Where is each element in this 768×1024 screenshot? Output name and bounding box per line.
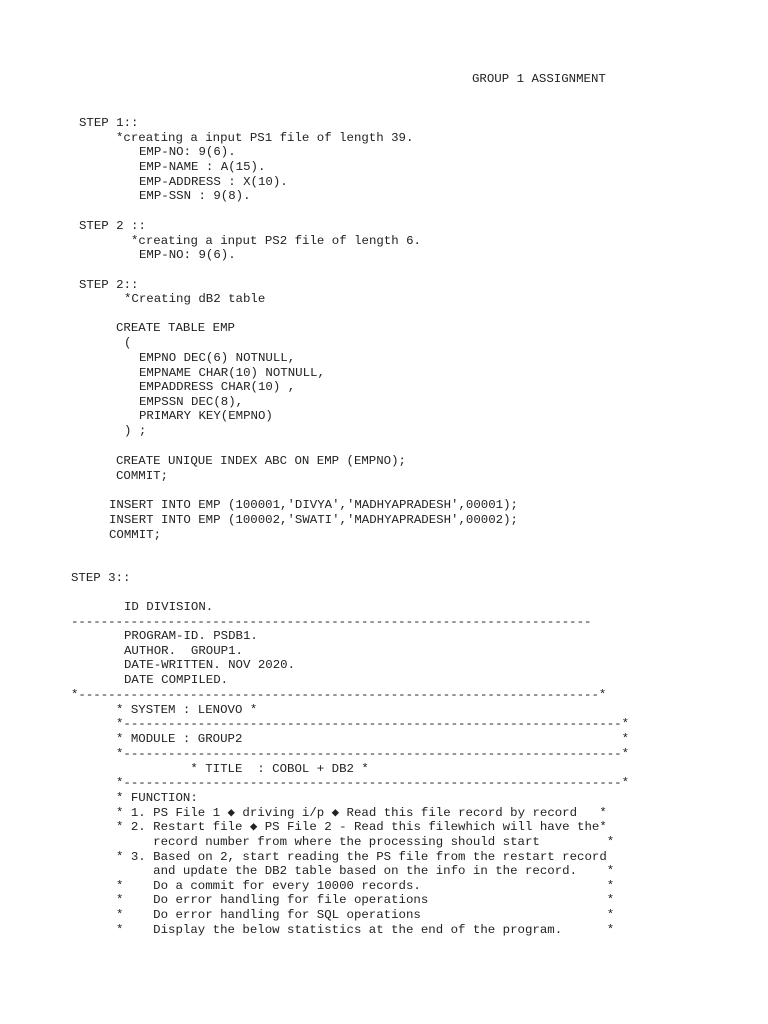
create-table-line: ( xyxy=(124,336,132,350)
step1-field: EMP-NO: 9(6). xyxy=(139,145,236,159)
comment-line: and update the DB2 table based on the info in the record. * xyxy=(116,864,615,878)
program-info-line: PROGRAM-ID. PSDB1. xyxy=(124,629,258,643)
comment-line: * TITLE : COBOL + DB2 * xyxy=(116,762,369,776)
comment-line: *-------------------------------------------------------------------* xyxy=(116,717,630,731)
comment-line: * 3. Based on 2, start reading the PS file from the restart record xyxy=(116,850,607,864)
program-info-line: DATE-WRITTEN. NOV 2020. xyxy=(124,658,296,672)
star-border-line: *----------------------------------------------------------------------* xyxy=(71,688,607,702)
comment-line: record number from where the processing should start * xyxy=(116,835,615,849)
insert-line: COMMIT; xyxy=(109,528,162,542)
program-info-line: DATE COMPILED. xyxy=(124,673,229,687)
step1-heading: STEP 1:: xyxy=(79,116,139,130)
insert-line: INSERT INTO EMP (100001,'DIVYA','MADHYAPRADESH',00001); xyxy=(109,498,518,512)
create-table-line: CREATE TABLE EMP xyxy=(116,321,235,335)
step2a-field: EMP-NO: 9(6). xyxy=(139,248,236,262)
create-table-line: EMPNAME CHAR(10) NOTNULL, xyxy=(139,366,325,380)
step3-heading: STEP 3:: xyxy=(71,571,131,585)
create-table-line: EMPADDRESS CHAR(10) , xyxy=(139,380,296,394)
comment-line: * FUNCTION: xyxy=(116,791,198,805)
create-table-line: EMPNO DEC(6) NOTNULL, xyxy=(139,351,296,365)
insert-line: INSERT INTO EMP (100002,'SWATI','MADHYAPRADESH',00002); xyxy=(109,513,518,527)
create-table-line: PRIMARY KEY(EMPNO) xyxy=(139,409,273,423)
create-index-line: COMMIT; xyxy=(116,469,169,483)
comment-line: * Do a commit for every 10000 records. * xyxy=(116,879,615,893)
comment-line: * Do error handling for file operations * xyxy=(116,893,615,907)
comment-line: * MODULE : GROUP2 * xyxy=(116,732,630,746)
comment-line: * SYSTEM : LENOVO * xyxy=(116,703,258,717)
comment-line: * Display the below statistics at the end of the program. * xyxy=(116,923,615,937)
comment-line: * 1. PS File 1 ◆ driving i/p ◆ Read this file record by record * xyxy=(116,806,607,820)
step2a-heading: STEP 2 :: xyxy=(79,219,146,233)
step1-field: EMP-NAME : A(15). xyxy=(139,160,266,174)
comment-line: * 2. Restart file ◆ PS File 2 - Read this filewhich will have the* xyxy=(116,820,607,834)
separator-line: ---------------------------------------------------------------------- xyxy=(71,615,592,629)
step1-description: *creating a input PS1 file of length 39. xyxy=(116,131,414,145)
create-index-line: CREATE UNIQUE INDEX ABC ON EMP (EMPNO); xyxy=(116,454,406,468)
step2b-heading: STEP 2:: xyxy=(79,278,139,292)
program-info-line: AUTHOR. GROUP1. xyxy=(124,644,243,658)
id-division: ID DIVISION. xyxy=(124,600,214,614)
create-table-line: EMPSSN DEC(8), xyxy=(139,395,244,409)
document-title: GROUP 1 ASSIGNMENT xyxy=(472,72,606,86)
comment-line: *-------------------------------------------------------------------* xyxy=(116,747,630,761)
step2a-description: *creating a input PS2 file of length 6. xyxy=(131,234,421,248)
create-table-line: ) ; xyxy=(124,424,147,438)
comment-line: *-------------------------------------------------------------------* xyxy=(116,776,630,790)
step1-field: EMP-ADDRESS : X(10). xyxy=(139,175,288,189)
step1-field: EMP-SSN : 9(8). xyxy=(139,189,251,203)
step2b-description: *Creating dB2 table xyxy=(124,292,266,306)
comment-line: * Do error handling for SQL operations * xyxy=(116,908,615,922)
